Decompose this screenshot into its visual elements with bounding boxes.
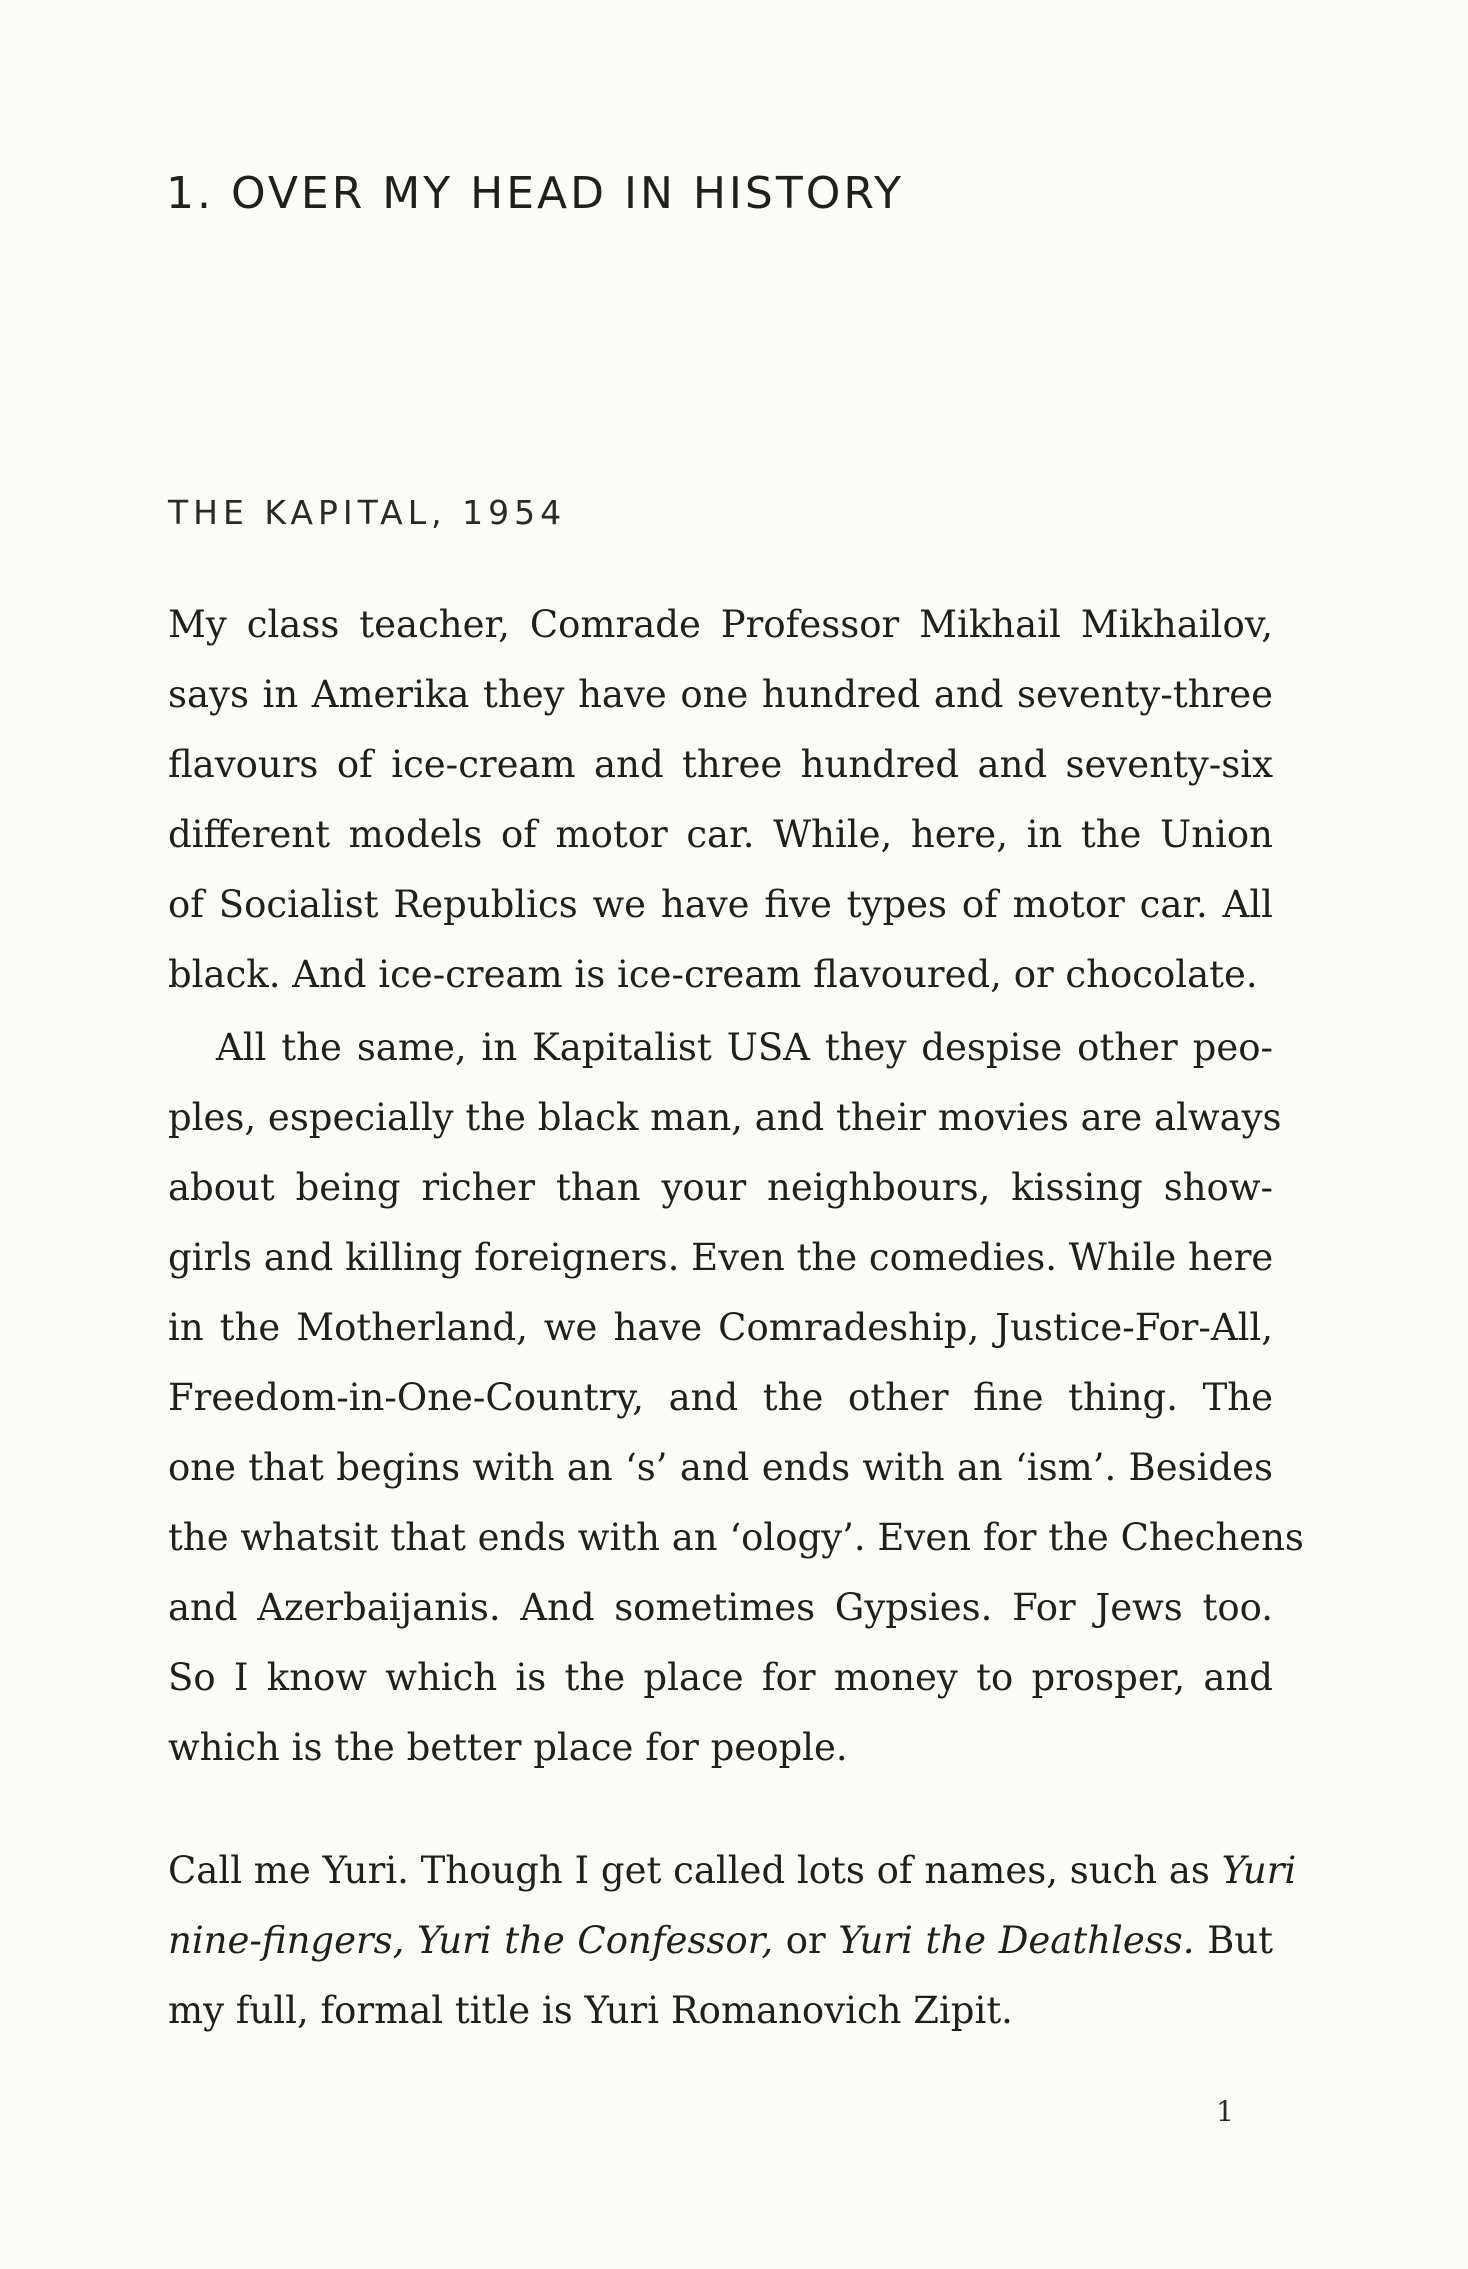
paragraph-3 — [168, 1836, 1297, 2046]
text-line: different models of motor car. While, here, in the Union — [168, 813, 1273, 856]
text-line: of Socialist Republics we have five types of motor car. All — [168, 883, 1273, 926]
text-line: which is the better place for people. — [168, 1726, 848, 1769]
text-line: ples, especially the black man, and their movies are always — [168, 1096, 1282, 1139]
section-heading: THE KAPITAL, 1954 — [168, 493, 567, 532]
text-line — [168, 1836, 1297, 1906]
text-line: one that begins with an ‘s’ and ends with an ‘ism’. Besides — [168, 1446, 1273, 1489]
text-line: in the Motherland, we have Comradeship, Justice-For-All, — [168, 1306, 1273, 1349]
text-line: black. And ice-cream is ice-cream flavoured, or chocolate. — [168, 953, 1258, 996]
text-line: and Azerbaijanis. And sometimes Gypsies. For Jews too. — [168, 1586, 1273, 1629]
line-text: Call me Yuri. Though I get called lots of names, such as — [168, 1849, 1222, 1892]
italic-name: nine-fingers, Yuri the Confessor, — [168, 1919, 774, 1962]
line-text: or — [773, 1919, 839, 1962]
text-line: the whatsit that ends with an ‘ology’. Even for the Chechens — [168, 1516, 1304, 1559]
text-line — [168, 1906, 1273, 1976]
paragraph-2 — [168, 1013, 1304, 1783]
text-line: flavours of ice-cream and three hundred and seventy-six — [168, 743, 1273, 786]
text-line: Freedom-in-One-Country, and the other fine thing. The — [168, 1376, 1273, 1419]
chapter-title: 1. OVER MY HEAD IN HISTORY — [166, 168, 904, 219]
text-line: All the same, in Kapitalist USA they despise other peo- — [216, 1026, 1273, 1069]
italic-name: Yuri — [1221, 1849, 1297, 1892]
paragraph-1 — [168, 590, 1273, 1010]
text-line: So I know which is the place for money to prosper, and — [168, 1656, 1273, 1699]
line-text: But — [1194, 1919, 1273, 1962]
text-line: my full, formal title is Yuri Romanovich Zipit. — [168, 1989, 1013, 2032]
text-line: about being richer than your neighbours, kissing show- — [168, 1166, 1273, 1209]
italic-name: Yuri the Deathless. — [838, 1919, 1195, 1962]
text-line: says in Amerika they have one hundred and seventy-three — [168, 673, 1273, 716]
text-line: My class teacher, Comrade Professor Mikhail Mikhailov, — [168, 603, 1273, 646]
page-number: 1 — [1216, 2095, 1234, 2128]
text-line: girls and killing foreigners. Even the comedies. While here — [168, 1236, 1274, 1279]
